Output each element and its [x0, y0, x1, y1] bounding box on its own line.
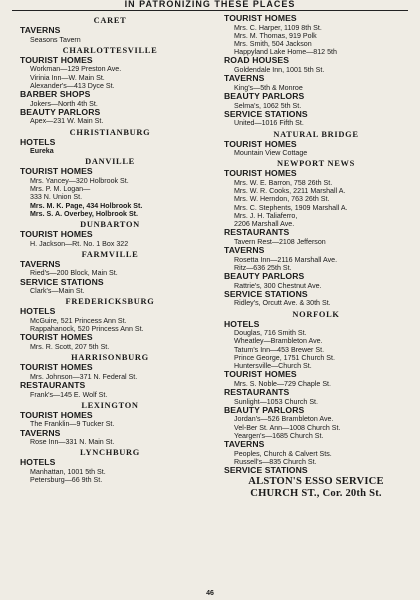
listing-entry: Mrs. W. E. Barron, 758 26th St. — [234, 178, 333, 187]
listing-entry: Tavern Rest—2108 Jefferson — [234, 237, 326, 246]
listing-entry: Mrs. C. Stephents, 1909 Marshall A. — [234, 203, 348, 212]
listing-entry: King's—5th & Monroe — [234, 83, 303, 92]
category-heading: SERVICE STATIONS — [224, 288, 308, 299]
listing-entry: Seasons Tavern — [30, 35, 81, 44]
listing-entry: Mrs. R. Scott, 207 5th St. — [30, 342, 110, 351]
listing-entry: Mrs. S. Noble—729 Chaple St. — [234, 379, 331, 388]
listing-entry: Jokers—North 4th St. — [30, 99, 98, 108]
listing-entry: Frank's—145 E. Wolf St. — [30, 390, 108, 399]
listing-entry: Clark's—Main St. — [30, 287, 85, 296]
listing-entry: Mrs. Johnson—371 N. Federal St. — [30, 372, 138, 381]
listing-entry: Ridley's, Orcutt Ave. & 30th St. — [234, 299, 331, 308]
listing-entry: Tatum's Inn—453 Brewer St. — [234, 345, 325, 354]
listing-entry: Mrs. W. R. Cooks, 2211 Marshall A. — [234, 187, 346, 196]
listing-entry: Prince George, 1751 Church St. — [234, 353, 335, 362]
listing-entry: McGuire, 521 Princess Ann St. — [30, 316, 127, 325]
listing-entry: Jordan's—526 Brambleton Ave. — [234, 415, 334, 424]
page-header: IN PATRONIZING THESE PLACES — [124, 0, 296, 9]
city-heading: LEXINGTON — [81, 400, 139, 410]
listing-entry: Eureka — [30, 147, 54, 156]
category-heading: TAVERNS — [224, 73, 265, 84]
listing-entry: Sunlight—1053 Church St. — [234, 397, 318, 406]
listing-entry: Yeargen's—1685 Church St. — [234, 431, 324, 440]
category-heading: TOURIST HOMES — [20, 166, 93, 177]
listing-entry: Mrs. Yancey—320 Holbrook St. — [30, 176, 129, 185]
listing-entry: Mrs. C. Harper, 1109 8th St. — [234, 23, 322, 32]
listing-entry: Mrs. J. H. Taliaferro, — [234, 211, 298, 220]
category-heading: TOURIST HOMES — [20, 229, 93, 239]
category-heading: ROAD HOUSES — [224, 55, 290, 66]
city-heading: NORFOLK — [292, 309, 340, 319]
listing-entry: Goldendale Inn, 1001 5th St. — [234, 66, 325, 74]
city-heading: FARMVILLE — [81, 249, 139, 259]
city-heading: LYNCHBURG — [80, 448, 140, 458]
city-heading: NATURAL BRIDGE — [273, 129, 359, 139]
listing-entry: Douglas, 716 Smith St. — [234, 329, 307, 338]
category-heading: TOURIST HOMES — [20, 362, 93, 373]
listing-entry: Mrs. S. A. Overbey, Holbrook St. — [30, 209, 139, 218]
city-heading: FREDERICKSBURG — [65, 297, 155, 307]
category-heading: TOURIST HOMES — [20, 409, 93, 420]
category-heading: RESTAURANTS — [224, 227, 290, 238]
listing-entry: Alexander's—413 Dyce St. — [30, 81, 115, 90]
category-heading: SERVICE STATIONS — [224, 108, 308, 119]
left-column — [12, 14, 208, 584]
listing-entry: Rattrie's, 300 Chestnut Ave. — [234, 281, 322, 290]
listing-entry: Mrs. W. Herndon, 763 26th St. — [234, 195, 330, 204]
category-heading: TOURIST HOMES — [224, 369, 297, 380]
category-heading: SERVICE STATIONS — [224, 465, 308, 475]
listing-entry: Rose Inn—331 N. Main St. — [30, 438, 115, 447]
listing-entry: Mountain View Cottage — [234, 149, 308, 158]
listing-entry: The Franklin—9 Tucker St. — [30, 420, 115, 429]
listing-entry: Happyland Lake Home—812 5th — [234, 48, 337, 57]
listing-entry: 333 N. Union St. — [30, 193, 83, 202]
category-heading: TOURIST HOMES — [224, 138, 297, 149]
listing-entry: Wheatley—Brambleton Ave. — [234, 337, 323, 346]
listing-entry: Ritz—636 25th St. — [234, 263, 292, 272]
city-heading: HARRISONBURG — [71, 353, 149, 363]
category-heading: TAVERNS — [224, 245, 265, 255]
city-heading: DUNBARTON — [80, 220, 140, 229]
category-heading: BEAUTY PARLORS — [224, 91, 305, 101]
advertisement-line: ALSTON'S ESSO SERVICE — [248, 475, 384, 487]
listing-entry: Workman—129 Preston Ave. — [30, 65, 122, 74]
city-heading: DANVILLE — [85, 157, 135, 167]
category-heading: BEAUTY PARLORS — [224, 271, 305, 281]
category-heading: BARBER SHOPS — [20, 89, 91, 99]
category-heading: RESTAURANTS — [224, 387, 290, 397]
city-heading: CHARLOTTESVILLE — [62, 45, 158, 55]
category-heading: TAVERNS — [224, 439, 265, 449]
header-rule — [12, 10, 408, 11]
listing-entry: Peoples, Church & Calvert Sts. — [234, 449, 332, 458]
listing-entry: H. Jackson—Rt. No. 1 Box 322 — [30, 239, 129, 248]
category-heading: BEAUTY PARLORS — [20, 106, 101, 117]
category-heading: TAVERNS — [20, 25, 61, 35]
listing-entry: Rosetta Inn—2116 Marshall Ave. — [234, 255, 338, 264]
listing-entry: 2206 Marshall Ave. — [234, 220, 295, 228]
listing-entry: Ried's—200 Block, Main St. — [30, 269, 118, 278]
category-heading: TAVERNS — [20, 258, 61, 269]
listing-entry: Selma's, 1062 5th St. — [234, 101, 302, 110]
category-heading: TAVERNS — [20, 427, 61, 438]
right-column — [216, 14, 416, 584]
listing-entry: Petersburg—66 9th St. — [30, 476, 103, 485]
category-heading: TOURIST HOMES — [20, 332, 93, 343]
category-heading: HOTELS — [20, 306, 56, 317]
listing-entry: Huntersville—Church St. — [234, 362, 312, 370]
listing-entry: Mrs. M. Thomas, 919 Polk — [234, 31, 317, 40]
page-number: 46 — [206, 590, 214, 597]
category-heading: BEAUTY PARLORS — [224, 404, 305, 415]
category-heading: TOURIST HOMES — [224, 168, 297, 179]
listing-entry: Apex—231 W. Main St. — [30, 117, 104, 126]
city-heading: CHRISTIANBURG — [69, 127, 151, 137]
listing-entry: Vel-Ber St. Ann—1008 Church St. — [234, 423, 341, 432]
listing-entry: Mrs. P. M. Logan— — [30, 185, 91, 194]
listing-entry: Virinia Inn—W. Main St. — [30, 73, 105, 82]
category-heading: HOTELS — [20, 457, 56, 468]
category-heading: SERVICE STATIONS — [20, 276, 104, 287]
category-heading: HOTELS — [20, 136, 56, 147]
listing-entry: Manhattan, 1001 5th St. — [30, 467, 106, 476]
listing-entry: Mrs. Smith, 504 Jackson — [234, 40, 312, 48]
advertisement-line: CHURCH ST., Cor. 20th St. — [250, 488, 382, 500]
category-heading: TOURIST HOMES — [20, 54, 93, 65]
listing-entry: United—1016 Fifth St. — [234, 119, 304, 128]
listing-entry: Russell's—835 Church St. — [234, 457, 317, 466]
listing-entry: Rappahanock, 520 Princess Ann St. — [30, 325, 144, 334]
category-heading: TOURIST HOMES — [224, 14, 297, 23]
listing-entry: Mrs. M. K. Page, 434 Holbrook St. — [30, 201, 143, 210]
category-heading: RESTAURANTS — [20, 379, 86, 390]
city-heading: CARET — [93, 16, 127, 25]
category-heading: HOTELS — [224, 318, 260, 329]
city-heading: NEWPORT NEWS — [277, 159, 355, 169]
